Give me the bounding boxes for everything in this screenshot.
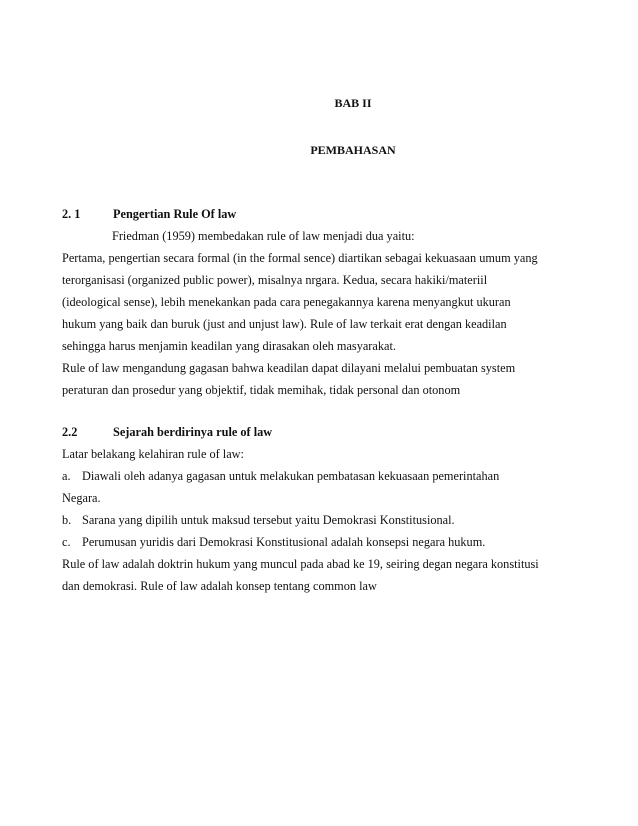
paragraph-line: hukum yang baik dan buruk (just and unjust law). Rule of law terkait erat dengan keadilan <box>62 317 507 331</box>
chapter-title: PEMBAHASAN <box>310 143 396 157</box>
paragraph-line: Latar belakang kelahiran rule of law: <box>62 447 244 461</box>
paragraph-line: (ideological sense), lebih menekankan pada cara penegakannya karena menyangkut ukuran <box>62 295 511 309</box>
list-item <box>62 513 455 528</box>
section-heading-1 <box>62 207 236 222</box>
paragraph-line: Rule of law mengandung gagasan bahwa keadilan dapat dilayani melalui pembuatan system <box>62 361 516 375</box>
section-title-1: Pengertian Rule Of law <box>113 207 237 221</box>
list-marker: c. <box>62 535 71 549</box>
list-item-text: Diawali oleh adanya gagasan untuk melakukan pembatasan kekuasaan pemerintahan <box>82 469 500 483</box>
chapter-label: BAB II <box>334 96 372 110</box>
paragraph-line: Friedman (1959) membedakan rule of law menjadi dua yaitu: <box>112 229 415 243</box>
paragraph-line: terorganisasi (organized public power), misalnya nrgara. Kedua, secara hakiki/materiil <box>62 273 488 287</box>
paragraph-line: peraturan dan prosedur yang objektif, tidak memihak, tidak personal dan otonom <box>62 383 461 397</box>
list-item-text: Perumusan yuridis dari Demokrasi Konstitusional adalah konsepsi negara hukum. <box>82 535 486 549</box>
section-title-2: Sejarah berdirinya rule of law <box>113 425 273 439</box>
paragraph-line: dan demokrasi. Rule of law adalah konsep tentang common law <box>62 579 377 593</box>
section-number-2: 2.2 <box>62 425 78 439</box>
list-marker: b. <box>62 513 72 527</box>
list-item <box>62 469 499 484</box>
paragraph-line: sehingga harus menjamin keadilan yang dirasakan oleh masyarakat. <box>62 339 396 353</box>
list-marker: a. <box>62 469 71 483</box>
list-item-continuation: Negara. <box>62 491 101 505</box>
section-number-1: 2. 1 <box>62 207 81 221</box>
section-heading-2 <box>62 425 272 440</box>
paragraph-line: Pertama, pengertian secara formal (in the formal sence) diartikan sebagai kekuasaan umum yang <box>62 251 538 265</box>
list-item-text: Sarana yang dipilih untuk maksud tersebut yaitu Demokrasi Konstitusional. <box>82 513 455 527</box>
paragraph-line: Rule of law adalah doktrin hukum yang muncul pada abad ke 19, seiring degan negara konstitusi <box>62 557 539 571</box>
list-item <box>62 535 485 550</box>
